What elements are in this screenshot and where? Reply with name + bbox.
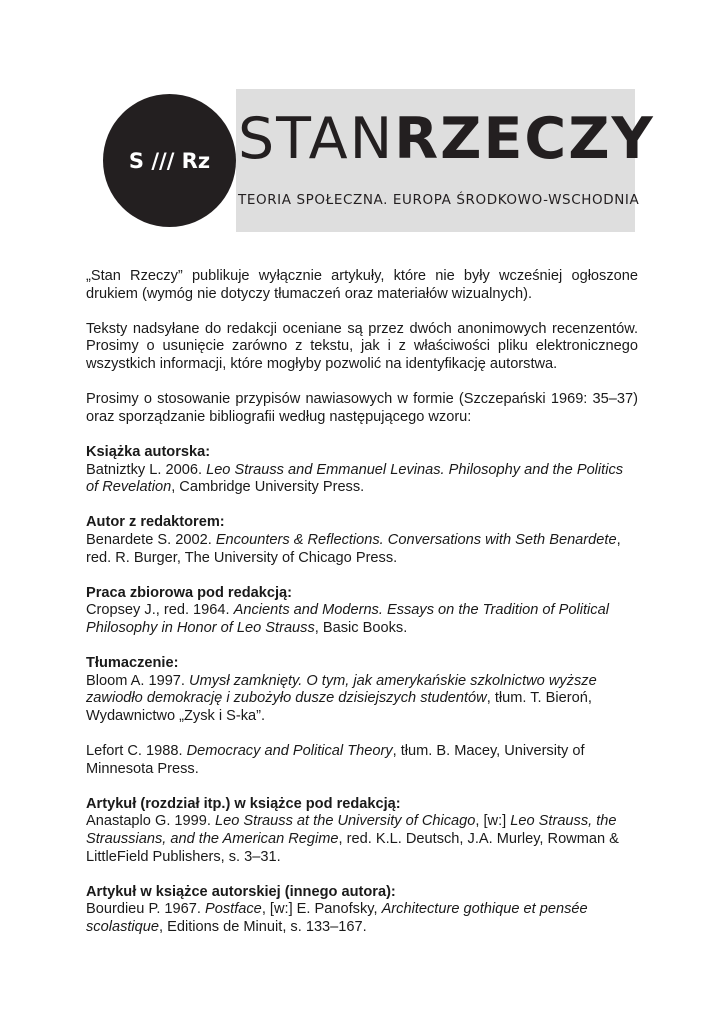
intro-paragraph-3: Prosimy o stosowanie przypisów nawiasowych w formie (Szczepański 1969: 35–37) oraz sporządzanie bibliografii według następującego wzoru:	[86, 391, 638, 425]
wordmark-bold: RZECZY	[394, 106, 655, 172]
section-heading: Praca zbiorowa pod redakcją:	[86, 584, 293, 601]
bibliography-entry: Cropsey J., red. 1964. Ancients and Moderns. Essays on the Tradition of Political Philosophy in Honor of Leo Strauss, Basic Books.	[86, 602, 609, 636]
bibliography-entry: Batniztky L. 2006. Leo Strauss and Emmanuel Levinas. Philosophy and the Politics of Revelation, Cambridge University Press.	[86, 461, 624, 496]
section-heading: Artykuł (rozdział itp.) w książce pod redakcją:	[86, 795, 401, 812]
logo-background	[86, 89, 236, 232]
section-heading: Artykuł w książce autorskiej (innego autora):	[86, 883, 396, 900]
section-heading: Autor z redaktorem:	[86, 514, 225, 531]
intro-paragraph-2: Teksty nadsyłane do redakcji oceniane są przez dwóch anonimowych recenzentów. Prosimy o usunięcie zarówno z tekstu, jak i z właściwości pliku elektronicznego wszystkich informacji, które mogłyby pozwolić na identyfikację autorstwa.	[86, 320, 638, 372]
bibliography-entry: Bourdieu P. 1967. Postface, [w:] E. Panofsky, Architecture gothique et pensée scolastique, Editions de Minuit, s. 133–167.	[86, 901, 588, 935]
bibliography-entry: Anastaplo G. 1999. Leo Strauss at the University of Chicago, [w:] Leo Strauss, the Straussians, and the American Regime, red. K.L. Deutsch, J.A. Murley, Rowman & LittleField Publishers, s. 3–31.	[86, 813, 619, 865]
guidelines-body	[86, 268, 638, 937]
bibliography-entry: Lefort C. 1988. Democracy and Political Theory, tłum. B. Macey, University of Minnesota Press.	[86, 743, 585, 777]
logo-circle-mark	[103, 94, 236, 227]
journal-logo-banner	[86, 89, 655, 232]
journal-tagline: TEORIA SPOŁECZNA. EUROPA ŚRODKOWO-WSCHODNIA	[238, 192, 640, 208]
wordmark-light: STAN	[238, 106, 395, 172]
section-heading: Tłumaczenie:	[86, 655, 179, 672]
section-heading: Książka autorska:	[86, 443, 211, 460]
bibliography-entry: Benardete S. 2002. Encounters & Reflections. Conversations with Seth Benardete, red. R. Burger, The University of Chicago Press.	[86, 531, 621, 566]
journal-wordmark	[238, 106, 655, 172]
bibliography-entry: Bloom A. 1997. Umysł zamknięty. O tym, jak amerykańskie szkolnictwo wyższe zawiodło demokrację i zubożyło dusze dzisiejszych studentów, tłum. T. Bieroń, Wydawnictwo „Zysk i S-ka”.	[86, 672, 597, 724]
intro-paragraph-1: „Stan Rzeczy” publikuje wyłącznie artykuły, które nie były wcześniej ogłoszone drukiem (wymóg nie dotyczy tłumaczeń oraz materiałów wizualnych).	[86, 268, 638, 302]
logo-mark-text: S /// Rz	[128, 148, 211, 173]
